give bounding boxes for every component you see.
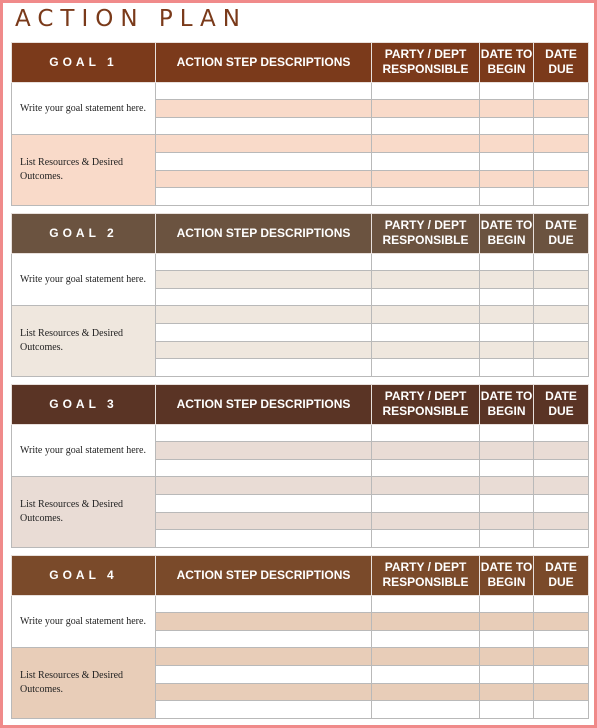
party-cell[interactable] [372,495,480,513]
due-date-cell[interactable] [534,530,589,548]
party-cell[interactable] [372,288,480,306]
action-step-cell[interactable] [156,666,372,684]
table-row [12,648,589,666]
action-step-cell[interactable] [156,477,372,495]
due-date-cell[interactable] [534,512,589,530]
party-cell[interactable] [372,701,480,719]
action-step-cell[interactable] [156,188,372,206]
party-cell[interactable] [372,135,480,153]
action-step-cell[interactable] [156,683,372,701]
due-date-cell[interactable] [534,613,589,631]
begin-date-cell[interactable] [480,188,534,206]
party-cell[interactable] [372,613,480,631]
begin-date-cell[interactable] [480,324,534,342]
begin-date-cell[interactable] [480,288,534,306]
table-row [12,306,589,324]
due-date-cell[interactable] [534,666,589,684]
action-step-cell[interactable] [156,306,372,324]
begin-date-cell[interactable] [480,253,534,271]
col-header-begin: DATE TO BEGIN [480,43,534,83]
due-date-cell[interactable] [534,442,589,460]
due-date-cell[interactable] [534,424,589,442]
action-step-cell[interactable] [156,648,372,666]
col-header-action: ACTION STEP DESCRIPTIONS [156,556,372,596]
party-cell[interactable] [372,424,480,442]
action-step-cell[interactable] [156,170,372,188]
party-cell[interactable] [372,306,480,324]
due-date-cell[interactable] [534,701,589,719]
due-date-cell[interactable] [534,477,589,495]
col-header-due: DATE DUE [534,385,589,425]
col-header-begin: DATE TO BEGIN [480,385,534,425]
begin-date-cell[interactable] [480,100,534,118]
action-step-cell[interactable] [156,530,372,548]
begin-date-cell[interactable] [480,530,534,548]
goal-statement-cell: Write your goal statement here. [12,253,156,306]
action-step-cell[interactable] [156,359,372,377]
begin-date-cell[interactable] [480,117,534,135]
col-header-due: DATE DUE [534,43,589,83]
goal-block-1 [11,42,588,206]
action-step-cell[interactable] [156,135,372,153]
due-date-cell[interactable] [534,595,589,613]
col-header-party: PARTY / DEPT RESPONSIBLE [372,214,480,254]
action-step-cell[interactable] [156,512,372,530]
party-cell[interactable] [372,630,480,648]
due-date-cell[interactable] [534,359,589,377]
due-date-cell[interactable] [534,153,589,171]
begin-date-cell[interactable] [480,459,534,477]
col-header-begin: DATE TO BEGIN [480,214,534,254]
action-step-cell[interactable] [156,424,372,442]
due-date-cell[interactable] [534,288,589,306]
party-cell[interactable] [372,341,480,359]
due-date-cell[interactable] [534,271,589,289]
col-header-action: ACTION STEP DESCRIPTIONS [156,385,372,425]
party-cell[interactable] [372,648,480,666]
party-cell[interactable] [372,442,480,460]
goal-table [11,384,589,548]
party-cell[interactable] [372,530,480,548]
col-header-action: ACTION STEP DESCRIPTIONS [156,43,372,83]
col-header-party: PARTY / DEPT RESPONSIBLE [372,385,480,425]
action-step-cell[interactable] [156,324,372,342]
begin-date-cell[interactable] [480,648,534,666]
begin-date-cell[interactable] [480,424,534,442]
begin-date-cell[interactable] [480,135,534,153]
goal-label: GOAL 2 [12,214,156,254]
goal-label: GOAL 1 [12,43,156,83]
goal-block-4 [11,555,588,719]
action-step-cell[interactable] [156,442,372,460]
due-date-cell[interactable] [534,341,589,359]
action-step-cell[interactable] [156,495,372,513]
begin-date-cell[interactable] [480,153,534,171]
due-date-cell[interactable] [534,495,589,513]
begin-date-cell[interactable] [480,359,534,377]
goal-table [11,555,589,719]
party-cell[interactable] [372,459,480,477]
action-step-cell[interactable] [156,153,372,171]
begin-date-cell[interactable] [480,512,534,530]
table-row [12,477,589,495]
due-date-cell[interactable] [534,117,589,135]
due-date-cell[interactable] [534,630,589,648]
col-header-due: DATE DUE [534,556,589,596]
due-date-cell[interactable] [534,82,589,100]
action-step-cell[interactable] [156,253,372,271]
party-cell[interactable] [372,359,480,377]
page-title: ACTION PLAN [15,6,247,32]
action-step-cell[interactable] [156,630,372,648]
due-date-cell[interactable] [534,253,589,271]
goal-block-3 [11,384,588,548]
action-step-cell[interactable] [156,82,372,100]
begin-date-cell[interactable] [480,701,534,719]
party-cell[interactable] [372,253,480,271]
begin-date-cell[interactable] [480,630,534,648]
due-date-cell[interactable] [534,135,589,153]
action-step-cell[interactable] [156,117,372,135]
due-date-cell[interactable] [534,100,589,118]
begin-date-cell[interactable] [480,170,534,188]
resources-cell: List Resources & Desired Outcomes. [12,135,156,206]
begin-date-cell[interactable] [480,306,534,324]
action-step-cell[interactable] [156,100,372,118]
due-date-cell[interactable] [534,459,589,477]
table-row [12,82,589,100]
resources-cell: List Resources & Desired Outcomes. [12,306,156,377]
action-step-cell[interactable] [156,459,372,477]
party-cell[interactable] [372,188,480,206]
resources-cell: List Resources & Desired Outcomes. [12,648,156,719]
col-header-due: DATE DUE [534,214,589,254]
col-header-begin: DATE TO BEGIN [480,556,534,596]
goal-statement-cell: Write your goal statement here. [12,82,156,135]
due-date-cell[interactable] [534,306,589,324]
begin-date-cell[interactable] [480,613,534,631]
party-cell[interactable] [372,271,480,289]
goal-label: GOAL 4 [12,556,156,596]
action-step-cell[interactable] [156,341,372,359]
table-row [12,424,589,442]
party-cell[interactable] [372,683,480,701]
table-row [12,135,589,153]
party-cell[interactable] [372,117,480,135]
goal-table [11,42,589,206]
due-date-cell[interactable] [534,324,589,342]
table-row [12,253,589,271]
begin-date-cell[interactable] [480,495,534,513]
party-cell[interactable] [372,100,480,118]
action-step-cell[interactable] [156,613,372,631]
goal-statement-cell: Write your goal statement here. [12,595,156,648]
begin-date-cell[interactable] [480,442,534,460]
party-cell[interactable] [372,477,480,495]
party-cell[interactable] [372,324,480,342]
goal-label: GOAL 3 [12,385,156,425]
begin-date-cell[interactable] [480,683,534,701]
resources-cell: List Resources & Desired Outcomes. [12,477,156,548]
due-date-cell[interactable] [534,683,589,701]
goal-block-2 [11,213,588,377]
party-cell[interactable] [372,666,480,684]
begin-date-cell[interactable] [480,595,534,613]
action-step-cell[interactable] [156,595,372,613]
due-date-cell[interactable] [534,188,589,206]
due-date-cell[interactable] [534,648,589,666]
party-cell[interactable] [372,512,480,530]
begin-date-cell[interactable] [480,666,534,684]
action-step-cell[interactable] [156,271,372,289]
begin-date-cell[interactable] [480,341,534,359]
begin-date-cell[interactable] [480,82,534,100]
goal-table [11,213,589,377]
action-step-cell[interactable] [156,701,372,719]
party-cell[interactable] [372,595,480,613]
goal-statement-cell: Write your goal statement here. [12,424,156,477]
col-header-party: PARTY / DEPT RESPONSIBLE [372,556,480,596]
col-header-party: PARTY / DEPT RESPONSIBLE [372,43,480,83]
party-cell[interactable] [372,153,480,171]
due-date-cell[interactable] [534,170,589,188]
begin-date-cell[interactable] [480,477,534,495]
begin-date-cell[interactable] [480,271,534,289]
action-step-cell[interactable] [156,288,372,306]
party-cell[interactable] [372,170,480,188]
party-cell[interactable] [372,82,480,100]
col-header-action: ACTION STEP DESCRIPTIONS [156,214,372,254]
table-row [12,595,589,613]
